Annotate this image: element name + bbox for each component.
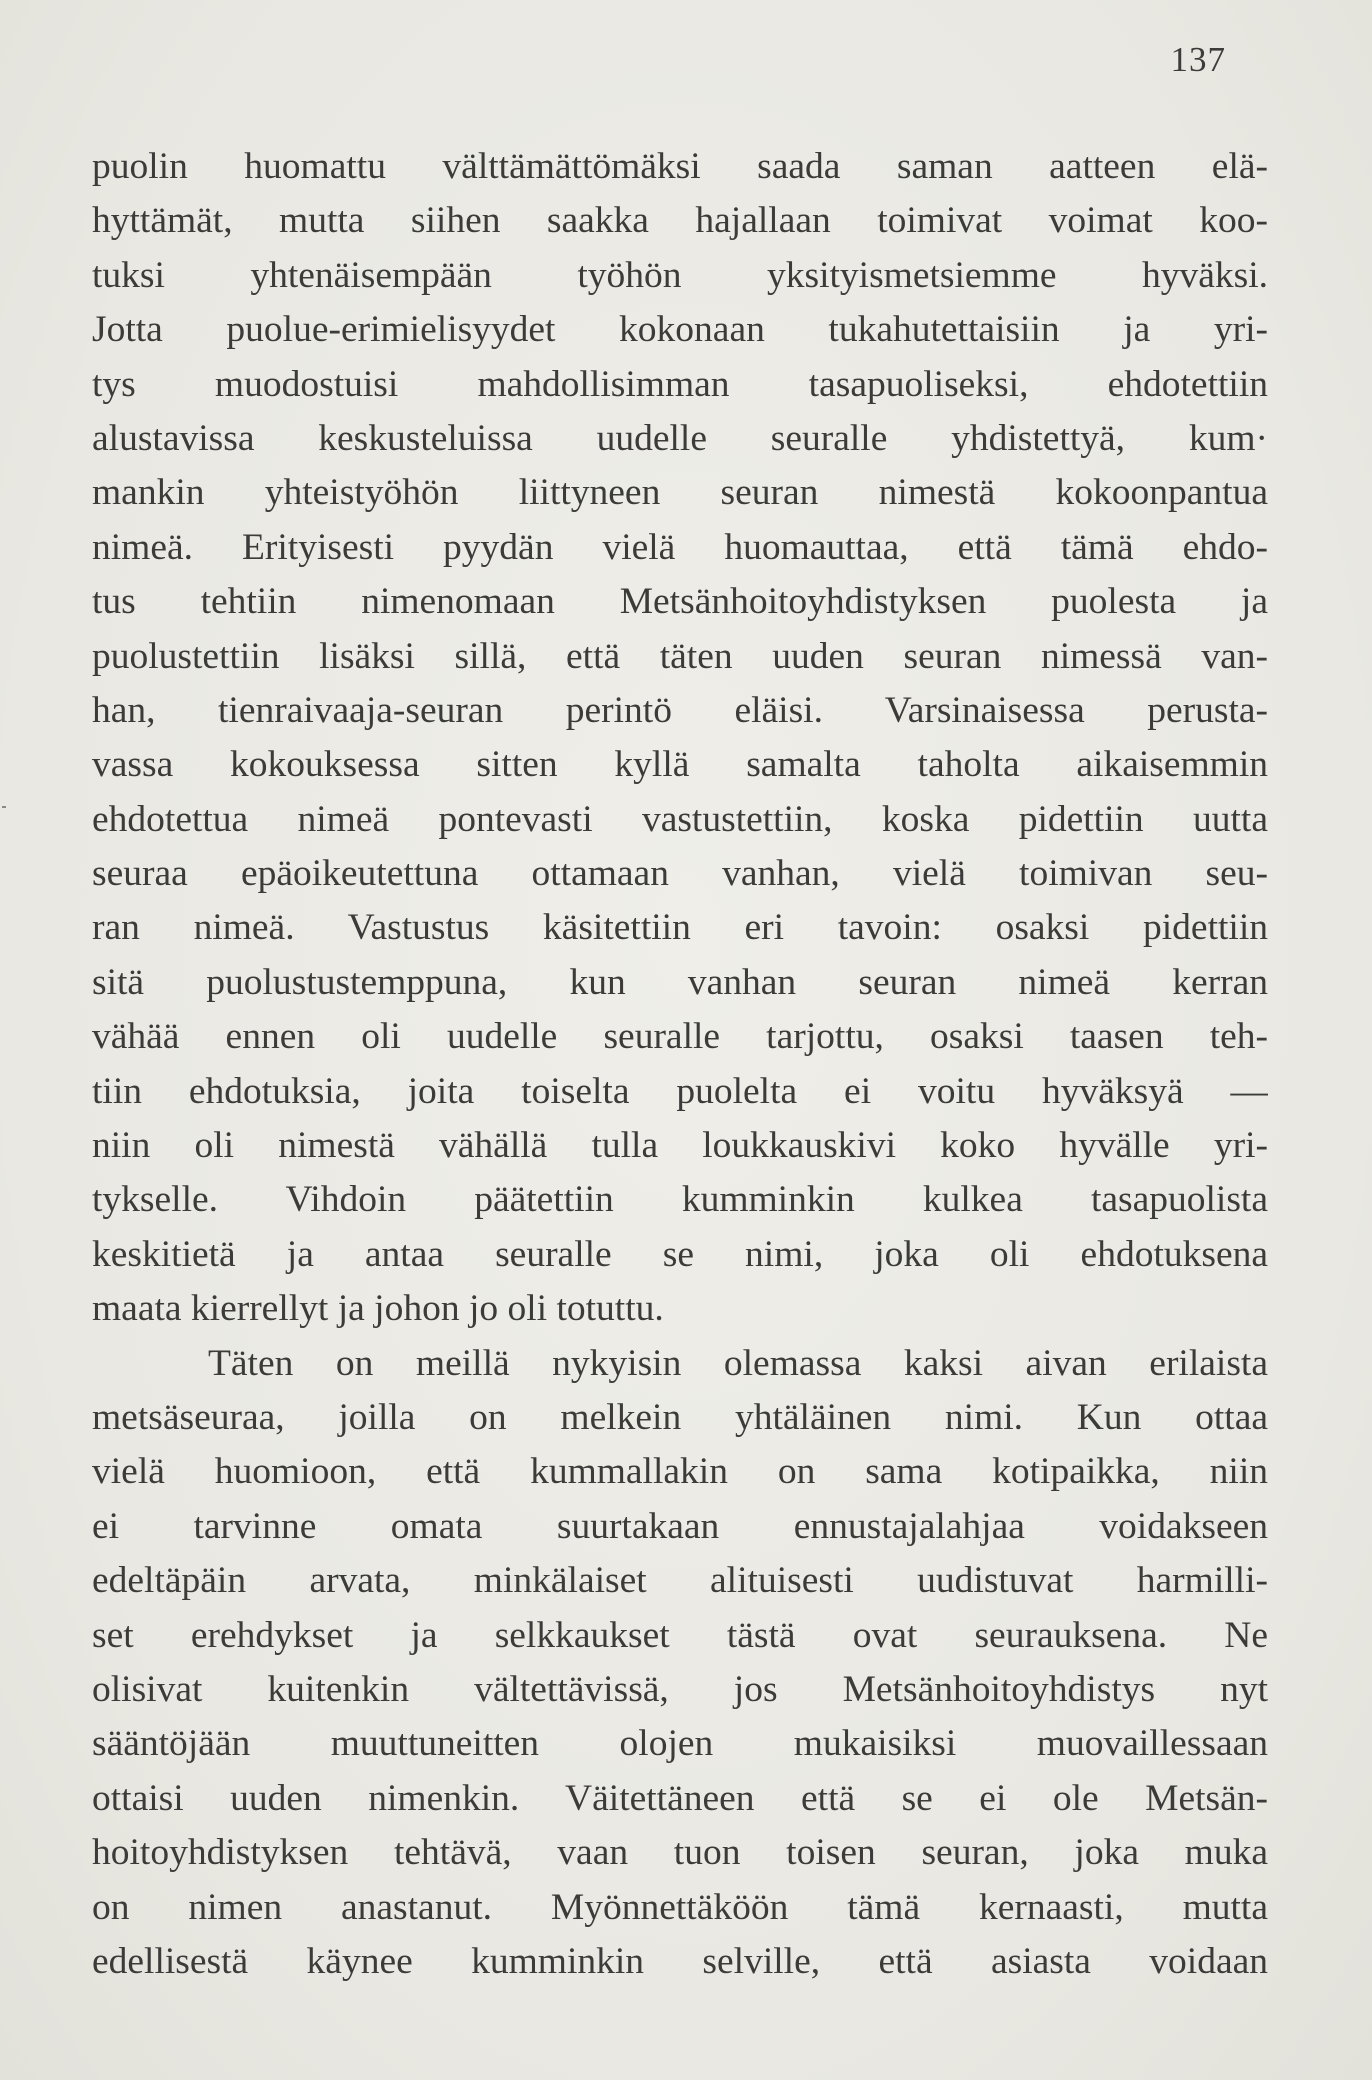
text-line: ehdotettua nimeä pontevasti vastustettiin, koska pidettiin uutta	[92, 798, 1268, 840]
text-line: hoitoyhdistyksen tehtävä, vaan tuon toisen seuran, joka muka	[92, 1832, 1268, 1874]
text-line: Jotta puolue-erimielisyydet kokonaan tukahutettaisiin ja yri-	[92, 309, 1268, 351]
text-line: niin oli nimestä vähällä tulla loukkauskivi koko hyvälle yri-	[92, 1125, 1268, 1167]
text-line: ran nimeä. Vastustus käsitettiin eri tavoin: osaksi pidettiin	[92, 907, 1268, 949]
paragraph-end-line: maata kierrellyt ja johon jo oli totuttu.	[92, 1288, 664, 1330]
text-line: han, tienraivaaja-seuran perintö eläisi. Varsinaisessa perusta-	[92, 689, 1268, 731]
text-line: ei tarvinne omata suurtakaan ennustajalahjaa voidakseen	[92, 1505, 1268, 1547]
body-text	[92, 140, 1268, 1989]
text-line: mankin yhteistyöhön liittyneen seuran nimestä kokoonpantua	[92, 472, 1268, 514]
text-line: hyttämät, mutta siihen saakka hajallaan toimivat voimat koo-	[92, 200, 1268, 242]
text-line: edeltäpäin arvata, minkälaiset alituisesti uudistuvat harmilli-	[92, 1560, 1268, 1602]
text-line: vielä huomioon, että kummallakin on sama kotipaikka, niin	[92, 1451, 1268, 1493]
text-line: keskitietä ja antaa seuralle se nimi, joka oli ehdotuksena	[92, 1233, 1268, 1275]
text-line: tus tehtiin nimenomaan Metsänhoitoyhdistyksen puolesta ja	[92, 581, 1268, 623]
text-line: vähää ennen oli uudelle seuralle tarjottu, osaksi taasen teh-	[92, 1016, 1268, 1058]
text-line: seuraa epäoikeutettuna ottamaan vanhan, vielä toimivan seu-	[92, 853, 1268, 895]
page-number: 137	[1170, 40, 1226, 79]
text-line: alustavissa keskusteluissa uudelle seuralle yhdistettyä, kum·	[92, 417, 1268, 459]
text-line: tiin ehdotuksia, joita toiselta puolelta ei voitu hyväksyä —	[92, 1070, 1268, 1112]
paragraph-start-line: Täten on meillä nykyisin olemassa kaksi aivan erilaista	[208, 1342, 1268, 1384]
text-line: puolin huomattu välttämättömäksi saada saman aatteen elä-	[92, 146, 1268, 187]
text-line: vassa kokouksessa sitten kyllä samalta taholta aikaisemmin	[92, 744, 1268, 786]
text-line: ottaisi uuden nimenkin. Väitettäneen että se ei ole Metsän-	[92, 1777, 1268, 1819]
text-line: set erehdykset ja selkkaukset tästä ovat seurauksena. Ne	[92, 1614, 1268, 1656]
text-line: tuksi yhtenäisempään työhön yksityismetsiemme hyväksi.	[92, 254, 1268, 296]
text-line: edellisestä käynee kumminkin selville, että asiasta voidaan	[92, 1940, 1268, 1982]
text-line: sitä puolustustemppuna, kun vanhan seuran nimeä kerran	[92, 961, 1268, 1003]
text-line: sääntöjään muuttuneitten olojen mukaisiksi muovaillessaan	[92, 1723, 1268, 1765]
text-line: metsäseuraa, joilla on melkein yhtäläinen nimi. Kun ottaa	[92, 1396, 1268, 1438]
text-line: on nimen anastanut. Myönnettäköön tämä kernaasti, mutta	[92, 1886, 1268, 1928]
text-line: tys muodostuisi mahdollisimman tasapuoliseksi, ehdotettiin	[92, 363, 1268, 405]
text-line: tykselle. Vihdoin päätettiin kumminkin kulkea tasapuolista	[92, 1179, 1268, 1221]
text-line: puolustettiin lisäksi sillä, että täten uuden seuran nimessä van-	[92, 635, 1268, 677]
text-line: nimeä. Erityisesti pyydän vielä huomauttaa, että tämä ehdo-	[92, 526, 1268, 568]
text-line: olisivat kuitenkin vältettävissä, jos Metsänhoitoyhdistys nyt	[92, 1668, 1268, 1710]
margin-mark	[2, 806, 6, 808]
